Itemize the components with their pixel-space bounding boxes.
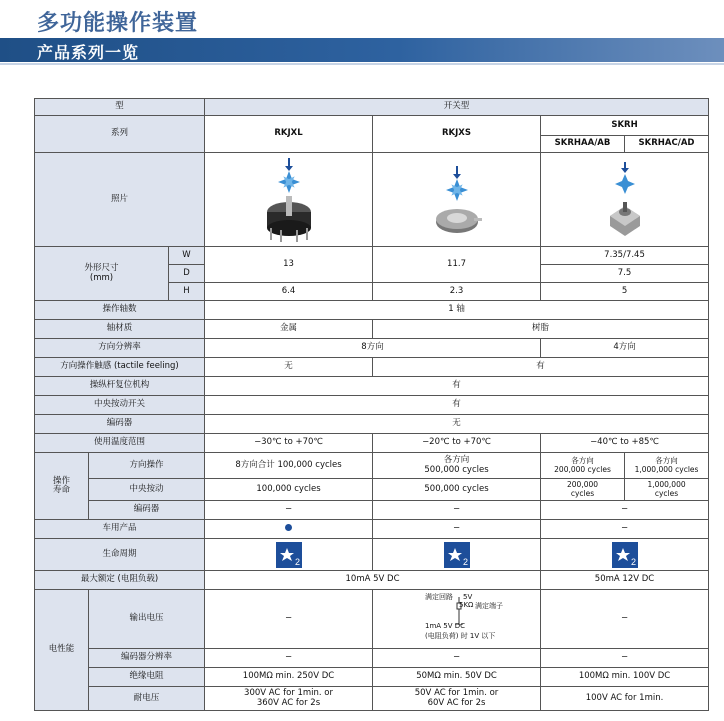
series-rkjxs: RKJXS xyxy=(373,116,541,153)
lifecycle-skrh xyxy=(541,539,709,571)
series-skrhac: SKRHAC/AD xyxy=(625,136,709,153)
temp-skrh: −40℃ to +85℃ xyxy=(541,434,709,453)
series-rkjxl: RKJXL xyxy=(205,116,373,153)
life-center-label: 中央按动 xyxy=(89,479,205,501)
photo-skrh xyxy=(541,153,709,247)
reset-label: 操纵杆复位机构 xyxy=(35,377,205,396)
auto-dot-icon xyxy=(285,524,292,531)
direction-4: 4方向 xyxy=(541,339,709,358)
center-value: 有 xyxy=(205,396,709,415)
type-label: 型 xyxy=(35,99,205,116)
dim-h-skrh: 5 xyxy=(541,283,709,301)
circuit-note2: (电阻负荷) 时 1V 以下 xyxy=(425,632,496,640)
photo-label: 照片 xyxy=(35,153,205,247)
photo-rkjxl xyxy=(205,153,373,247)
circuit-diagram xyxy=(425,593,540,645)
insulation-label: 绝缘电阻 xyxy=(89,668,205,687)
output-circuit xyxy=(373,590,541,649)
dim-d-label: D xyxy=(169,265,205,283)
encoder-label: 编码器 xyxy=(35,415,205,434)
direction-star-icon xyxy=(445,166,468,201)
withstand-rkjxl: 300V AC for 1min. or 360V AC for 2s xyxy=(205,687,373,711)
auto-skrh: − xyxy=(541,520,709,539)
dim-d-skrh: 7.5 xyxy=(541,265,709,283)
life-center-rkjxs: 500,000 cycles xyxy=(373,479,541,501)
encoder-value: 无 xyxy=(205,415,709,434)
product-table xyxy=(34,98,709,711)
dim-w-skrh: 7.35/7.45 xyxy=(541,247,709,265)
axes-label: 操作轴数 xyxy=(35,301,205,320)
svg-text:2: 2 xyxy=(462,556,468,567)
shaft-metal: 金属 xyxy=(205,320,373,339)
section-banner xyxy=(0,38,724,62)
circuit-note1: 1mA 5V DC xyxy=(425,622,466,630)
circuit-right-text: 满定端子 xyxy=(475,602,504,610)
auto-rkjxl xyxy=(205,520,373,539)
life-label: 操作 寿命 xyxy=(35,453,89,520)
dim-w-rkjxs: 11.7 xyxy=(373,247,541,283)
output-skrh: − xyxy=(541,590,709,649)
svg-text:2: 2 xyxy=(630,556,636,567)
life-dir-rkjxs: 各方向 500,000 cycles xyxy=(373,453,541,479)
life-dir-skrhac: 各方向 1,000,000 cycles xyxy=(625,453,709,479)
svg-text:2: 2 xyxy=(294,556,300,567)
rkjxl-product-image xyxy=(254,156,324,244)
life-dir-skrhaa: 各方向 200,000 cycles xyxy=(541,453,625,479)
life-dir-label: 方向操作 xyxy=(89,453,205,479)
tactile-none: 无 xyxy=(205,358,373,377)
enc-res-skrh: − xyxy=(541,649,709,668)
auto-rkjxs: − xyxy=(373,520,541,539)
circuit-voltage: 5V xyxy=(463,593,473,601)
life-encoder-rkjxs: − xyxy=(373,501,541,520)
insulation-rkjxs: 50MΩ min. 50V DC xyxy=(373,668,541,687)
photo-rkjxs xyxy=(373,153,541,247)
life-encoder-label: 编码器 xyxy=(89,501,205,520)
direction-label: 方向分辨率 xyxy=(35,339,205,358)
life-encoder-rkjxl: − xyxy=(205,501,373,520)
skrh-product-image xyxy=(590,156,660,244)
dim-w-rkjxl: 13 xyxy=(205,247,373,283)
lifecycle-star-icon xyxy=(612,542,638,568)
direction-8: 8方向 xyxy=(205,339,541,358)
series-label: 系列 xyxy=(35,116,205,153)
elec-label: 电性能 xyxy=(35,590,89,711)
rating-label: 最大额定 (电阻负载) xyxy=(35,571,205,590)
lifecycle-star-icon xyxy=(444,542,470,568)
dim-h-label: H xyxy=(169,283,205,301)
axes-value: 1 轴 xyxy=(205,301,709,320)
enc-res-label: 编码器分辨率 xyxy=(89,649,205,668)
shaft-label: 轴材质 xyxy=(35,320,205,339)
reset-value: 有 xyxy=(205,377,709,396)
insulation-skrh: 100MΩ min. 100V DC xyxy=(541,668,709,687)
withstand-rkjxs: 50V AC for 1min. or 60V AC for 2s xyxy=(373,687,541,711)
page-title: 多功能操作装置 xyxy=(37,11,199,36)
dim-h-rkjxs: 2.3 xyxy=(373,283,541,301)
lifecycle-star-icon xyxy=(276,542,302,568)
tactile-yes: 有 xyxy=(373,358,709,377)
lifecycle-label: 生命周期 xyxy=(35,539,205,571)
enc-res-rkjxl: − xyxy=(205,649,373,668)
circuit-resistor: 5KΩ xyxy=(459,601,474,609)
dim-h-rkjxl: 6.4 xyxy=(205,283,373,301)
withstand-skrh: 100V AC for 1min. xyxy=(541,687,709,711)
enc-res-rkjxs: − xyxy=(373,649,541,668)
temp-rkjxs: −20℃ to +70℃ xyxy=(373,434,541,453)
circuit-lines xyxy=(453,597,465,625)
center-label: 中央按动开关 xyxy=(35,396,205,415)
series-skrhaa: SKRHAA/AB xyxy=(541,136,625,153)
dim-w-label: W xyxy=(169,247,205,265)
rkjxs-product-image xyxy=(422,156,492,244)
life-center-rkjxl: 100,000 cycles xyxy=(205,479,373,501)
direction-star-icon xyxy=(277,158,300,193)
tactile-label: 方向操作触感 (tactile feeling) xyxy=(35,358,205,377)
section-title: 产品系列一览 xyxy=(37,43,140,62)
rating-skrh: 50mA 12V DC xyxy=(541,571,709,590)
life-dir-rkjxl: 8方向合计 100,000 cycles xyxy=(205,453,373,479)
auto-label: 车用产品 xyxy=(35,520,205,539)
lifecycle-rkjxs xyxy=(373,539,541,571)
life-center-skrhac: 1,000,000 cycles xyxy=(625,479,709,501)
direction-star-icon xyxy=(615,162,635,194)
type-value: 开关型 xyxy=(205,99,709,116)
temp-label: 使用温度范围 xyxy=(35,434,205,453)
lifecycle-rkjxl xyxy=(205,539,373,571)
rating-rkjx: 10mA 5V DC xyxy=(205,571,541,590)
temp-rkjxl: −30℃ to +70℃ xyxy=(205,434,373,453)
dims-label: 外形尺寸 (mm) xyxy=(35,247,169,301)
life-center-skrhaa: 200,000 cycles xyxy=(541,479,625,501)
withstand-label: 耐电压 xyxy=(89,687,205,711)
output-label: 输出电压 xyxy=(89,590,205,649)
series-skrh: SKRH xyxy=(541,116,709,136)
life-encoder-skrh: − xyxy=(541,501,709,520)
output-rkjxl: − xyxy=(205,590,373,649)
insulation-rkjxl: 100MΩ min. 250V DC xyxy=(205,668,373,687)
shaft-resin: 树脂 xyxy=(373,320,709,339)
circuit-left-text: 满定回路 xyxy=(425,593,454,601)
